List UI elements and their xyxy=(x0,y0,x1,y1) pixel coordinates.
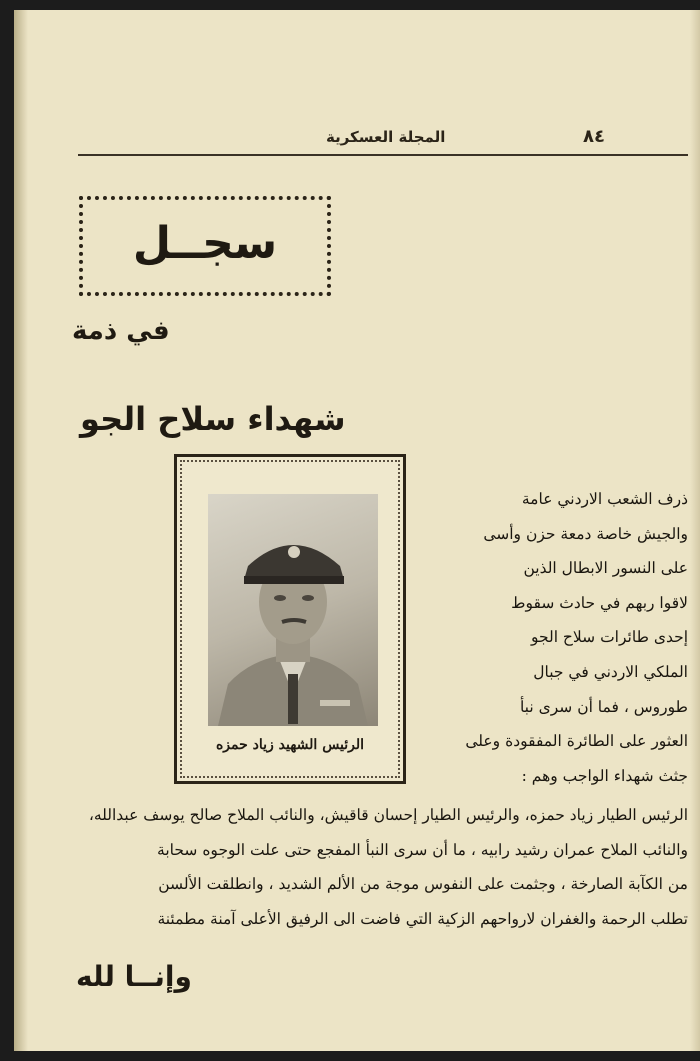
text-line: طوروس ، فما أن سرى نبأ xyxy=(519,697,688,716)
page-header xyxy=(78,118,688,158)
title-word: سجــل xyxy=(132,218,278,269)
text-line: إحدى طائرات سلاح الجو xyxy=(530,628,688,647)
magazine-page xyxy=(14,10,700,1051)
text-line: العثور على الطائرة المفقودة وعلى xyxy=(465,732,688,751)
photo-caption: الرئيس الشهيد زياد حمزه xyxy=(215,737,365,753)
subtitle-air-force-martyrs: شهداء سلاح الجو xyxy=(80,400,346,438)
text-line: من الكآبة الصارخة ، وجثمت على النفوس موجة من الألم الشديد ، وانطلقت الألسن xyxy=(158,875,688,894)
closing-phrase: وإنــا لله xyxy=(76,960,192,993)
full-paragraph xyxy=(78,798,688,936)
text-line: تطلب الرحمة والغفران لارواحهم الزكية التي فاضت الى الرفيق الأعلى آمنة مطمئنة xyxy=(157,909,688,928)
magazine-title: المجلة العسكرية xyxy=(326,128,446,146)
subtitle-in-memory: في ذمة xyxy=(72,316,170,346)
page-number: ٨٤ xyxy=(583,126,605,147)
text-line: والجيش خاصة دمعة حزن وأسى xyxy=(483,524,688,543)
text-line: جثث شهداء الواجب وهم : xyxy=(521,766,688,785)
side-paragraph xyxy=(418,482,688,793)
text-line: ذرف الشعب الاردني عامة xyxy=(521,490,688,508)
text-line: الملكي الاردني في جبال xyxy=(533,662,688,681)
header-rule xyxy=(78,154,688,156)
text-line: الرئيس الطيار زياد حمزه، والرئيس الطيار إحسان قاقيش، والنائب الملاح صالح يوسف عبدالله، xyxy=(88,806,688,824)
text-line: والنائب الملاح عمران رشيد رابيه ، ما أن سرى النبأ المفجع حتى علت الوجوه سحابة xyxy=(157,840,688,859)
text-line: لاقوا ربهم في حادث سقوط xyxy=(511,593,688,612)
pilot-portrait xyxy=(208,494,378,726)
photo-frame xyxy=(174,454,406,784)
text-line: على النسور الابطال الذين xyxy=(523,559,688,578)
title-box xyxy=(79,196,331,296)
